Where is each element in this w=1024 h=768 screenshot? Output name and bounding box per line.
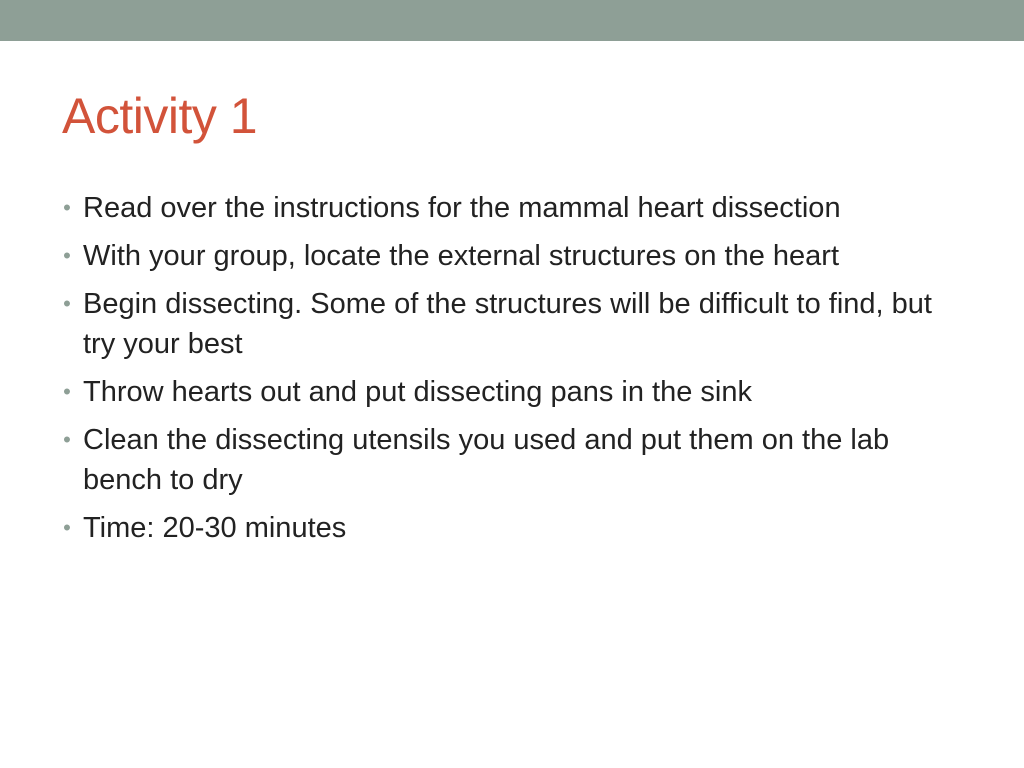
bullet-dot-icon: •	[63, 195, 71, 220]
bullet-item	[57, 372, 957, 412]
bullet-item	[57, 420, 957, 500]
bullet-text: Throw hearts out and put dissecting pans in the sink	[83, 376, 752, 408]
bullet-item	[57, 236, 957, 276]
bullet-dot-icon: •	[63, 291, 71, 316]
bullet-item	[57, 284, 957, 364]
bullet-dot-icon: •	[63, 427, 71, 452]
bullet-text: Begin dissecting. Some of the structures will be difficult to find, but try your best	[83, 288, 932, 360]
slide-title: Activity 1	[62, 88, 258, 144]
bullet-dot-icon: •	[63, 379, 71, 404]
bullet-dot-icon: •	[63, 243, 71, 268]
bullet-text: With your group, locate the external structures on the heart	[83, 240, 840, 272]
top-accent-band	[0, 0, 1024, 41]
bullet-dot-icon: •	[63, 515, 71, 540]
bullet-text: Time: 20-30 minutes	[83, 512, 347, 544]
bullet-text: Read over the instructions for the mammal heart dissection	[83, 192, 841, 224]
bullet-text: Clean the dissecting utensils you used and put them on the lab bench to dry	[83, 424, 890, 496]
bullet-item	[57, 508, 957, 548]
bullet-list	[57, 188, 957, 556]
bullet-item	[57, 188, 957, 228]
